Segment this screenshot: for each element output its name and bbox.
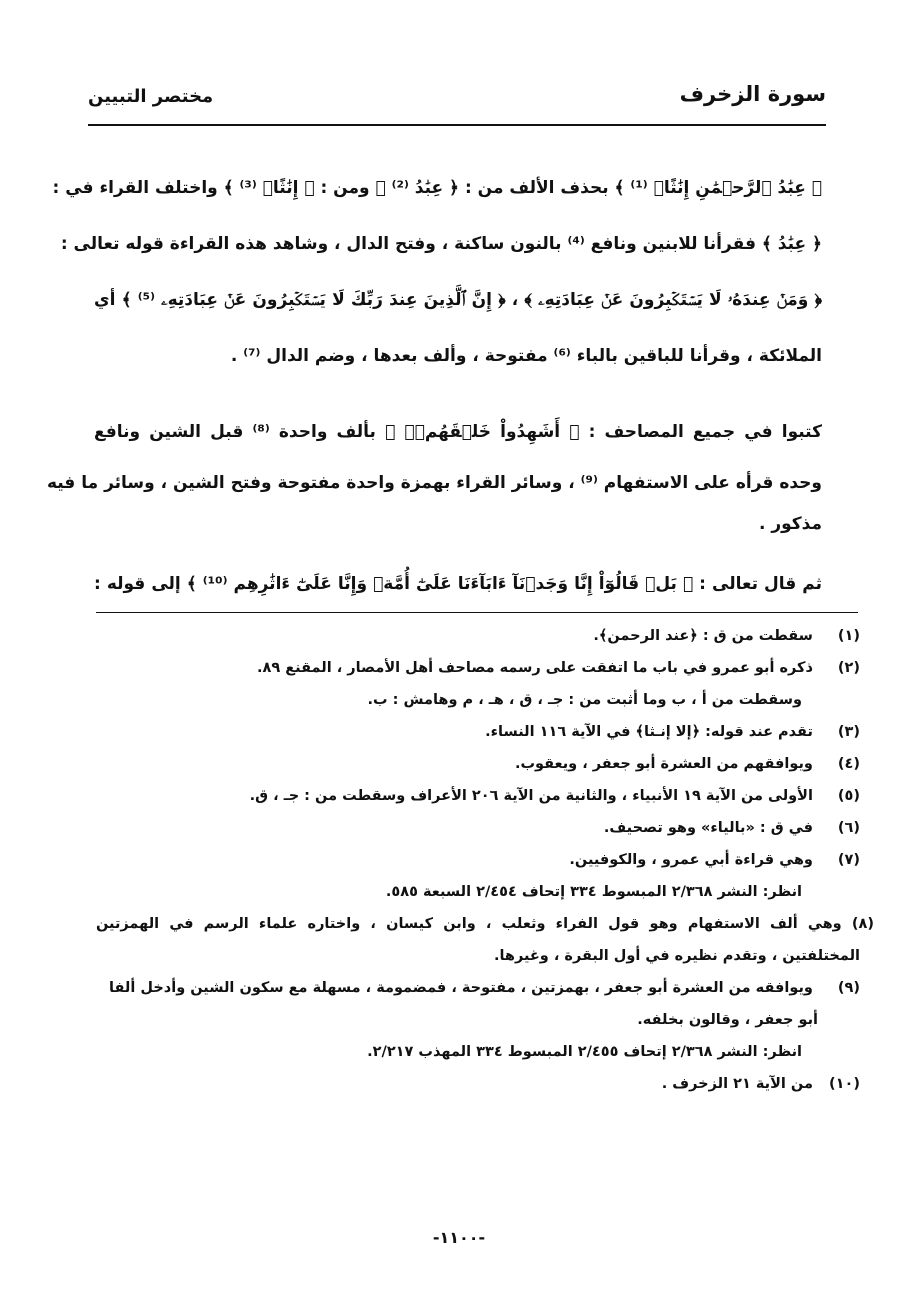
text-line: كتبوا في جميع المصاحف : ﴿ أَشَهِدُواْ خَلۡقَهُمۡۚ ﴾ بألف واحدة ⁽⁸⁾ قبل الشين ونافع	[94, 422, 823, 442]
footnote-number: (٨)	[851, 916, 874, 932]
footnote-number: (١)	[837, 628, 860, 644]
footnote-number: (٩)	[837, 980, 860, 996]
footnote-text: ويوافقهم من العشرة أبو جعفر ، ويعقوب.	[514, 756, 813, 772]
footnotes	[96, 620, 874, 1100]
footnote	[96, 748, 860, 780]
footnote	[96, 716, 860, 748]
footnote-continuation: المختلفتين ، وتقدم نظيره في أول البقرة ، وغيرها.	[493, 948, 860, 964]
footnote-number: (٣)	[837, 724, 860, 740]
footnote-number: (٢)	[837, 660, 860, 676]
footnote	[96, 1068, 860, 1100]
book-title: مختصر التبيين	[88, 86, 214, 107]
page-number: -١١٠٠-	[432, 1228, 486, 1247]
footnote-text: الأولى من الآية ١٩ الأنبياء ، والثانية من الآية ٢٠٦ الأعراف وسقطت من : جـ ، ق.	[249, 788, 813, 804]
footnote	[96, 652, 860, 684]
text-line: الملائكة ، وقرأنا للباقين بالباء ⁽⁶⁾ مفتوحة ، وألف بعدها ، وضم الدال ⁽⁷⁾ .	[230, 346, 822, 366]
text-line: ﴿ وَمَنۡ عِندَهُۥ لَا يَسۡتَكۡبِرُونَ عَنۡ عِبَادَتِهِۦ ﴾ ، ﴿ إِنَّ ٱلَّذِينَ عِندَ رَبِّكَ لَا يَسۡتَكۡبِرُونَ عَنۡ عِبَادَتِهِۦ ⁽⁵⁾ ﴾ أي	[94, 290, 822, 310]
footnote-continuation: وسقطت من أ ، ب وما أثبت من : جـ ، ق ، هـ ، م وهامش : ب.	[367, 692, 802, 708]
footnote-number: (٥)	[837, 788, 860, 804]
footnote-text: من الآية ٢١ الزخرف .	[661, 1076, 813, 1092]
footnote-text: تقدم عند قوله: ﴿إلا إنـثا﴾ في الآية ١١٦ النساء.	[485, 724, 813, 740]
text-line: ﴿ عِبَٰدُ ﴾ فقرأنا للابنين ونافع ⁽⁴⁾ بالنون ساكنة ، وفتح الدال ، وشاهد هذه القراءة قوله تعالى :	[60, 234, 822, 254]
footnote-text: سقطت من ق : ﴿عند الرحمن﴾.	[593, 628, 813, 644]
footnote	[96, 844, 860, 876]
footnote-text: وهي ألف الاستفهام وهو قول الفراء وثعلب ، وابن كيسان ، واختاره علماء الرسم في الهمزتين	[96, 916, 842, 932]
footnote-number: (٧)	[837, 852, 860, 868]
footnote	[96, 812, 860, 844]
footnote-number: (٦)	[837, 820, 860, 836]
text-line: وحده قرأه على الاستفهام ⁽⁹⁾ ، وسائر القراء بهمزة واحدة مفتوحة وفتح الشين ، وسائر ما فيه	[46, 473, 822, 493]
footnote	[96, 908, 874, 940]
footnote	[96, 780, 860, 812]
running-header	[88, 82, 826, 122]
surah-title: سورة الزخرف	[679, 82, 826, 106]
footnote-continuation: انظر: النشر ٢/٣٦٨ إتحاف ٢/٤٥٥ المبسوط ٣٣٤ المهذب ٢/٢١٧.	[367, 1044, 802, 1060]
footnote-text: وهي قراءة أبي عمرو ، والكوفيين.	[569, 852, 813, 868]
footnote-rule	[96, 612, 858, 613]
footnote-text: ذكره أبو عمرو في باب ما اتفقت على رسمه مصاحف أهل الأمصار ، المقنع ٨٩.	[257, 660, 813, 676]
footnote-number: (٤)	[837, 756, 860, 772]
footnote-text: ويوافقه من العشرة أبو جعفر ، بهمزتين ، مفتوحة ، فمضمومة ، مسهلة مع سكون الشين وأدخل ألفا	[109, 980, 813, 996]
footnote-continuation: انظر: النشر ٢/٣٦٨ المبسوط ٣٣٤ إتحاف ٢/٤٥٤ السبعة ٥٨٥.	[385, 884, 802, 900]
main-text	[46, 160, 823, 612]
header-rule	[88, 124, 826, 126]
text-line: ﴿ عِبَٰدُ ٱلرَّحۡمَٰنِ إِنَٰثًاۚ ⁽¹⁾ ﴾ بحذف الألف من : ﴿ عِبَٰدُ ⁽²⁾ ﴾ ومن : ﴿ إِنَٰثًاۚ ⁽³⁾ ﴾ واختلف القراء في :	[52, 178, 822, 198]
text-line: ثم قال تعالى : ﴿ بَلۡ قَالُوٓاْ إِنَّا وَجَدۡنَآ ءَابَآءَنَا عَلَىٰٓ أُمَّةٖ وَإِنَّا عَلَىٰٓ ءَاثَٰرِهِم ⁽¹⁰⁾ ﴾ إلى قوله :	[94, 574, 822, 594]
text-line: مذكور .	[758, 514, 822, 534]
footnote	[96, 620, 860, 652]
footnote-number: (١٠)	[829, 1076, 860, 1092]
footnote-continuation: أبو جعفر ، وقالون بخلفه.	[637, 1012, 818, 1028]
footnote-text: في ق : «بالياء» وهو تصحيف.	[603, 820, 813, 836]
footnote	[96, 972, 860, 1004]
